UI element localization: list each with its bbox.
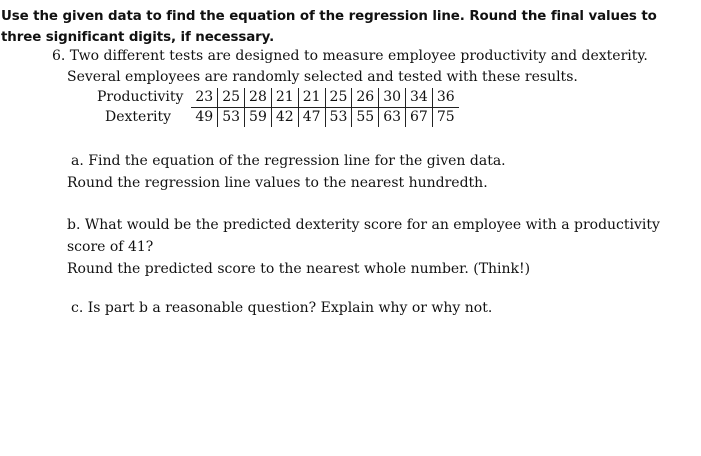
table-cell: 42: [271, 108, 298, 128]
table-cell: 23: [191, 88, 217, 108]
row-label: Dexterity: [105, 108, 172, 125]
table-cell: 53: [218, 108, 245, 128]
part-a-line-1: a. Find the equation of the regression line for the given data.: [71, 153, 506, 169]
instructions-text: Use the given data to find the equation of the regression line. Round the final values to three significant digits, if necessary.: [1, 9, 657, 45]
table-cell: 26: [352, 88, 379, 108]
table-cell: 25: [325, 88, 352, 108]
table-cell: 63: [379, 108, 406, 128]
part-b-line-3: Round the predicted score to the nearest whole number. (Think!): [67, 261, 531, 277]
question-part-c: [67, 297, 687, 319]
table-cell: 55: [352, 108, 379, 128]
part-b-line-1: b. What would be the predicted dexterity score for an employee with a productivity: [67, 217, 660, 233]
table-row-productivity: [97, 88, 459, 108]
part-c-line-1: c. Is part b a reasonable question? Explain why or why not.: [71, 300, 493, 316]
table-cell: 21: [298, 88, 325, 108]
table-cell: 59: [245, 108, 272, 128]
table-cell: 67: [406, 108, 433, 128]
problem-intro-line-1: 6. Two different tests are designed to measure employee productivity and dexterity.: [52, 48, 648, 64]
table-cell: 75: [432, 108, 458, 128]
table-cell: 30: [379, 88, 406, 108]
problem-intro-line-2: Several employees are randomly selected and tested with these results.: [67, 69, 578, 85]
data-table: [97, 88, 459, 127]
question-part-a: [67, 150, 687, 194]
question-part-b: [67, 214, 687, 280]
table-cell: 49: [195, 109, 214, 125]
problem-statement: [52, 46, 692, 88]
row-label: Productivity: [97, 89, 184, 106]
part-b-line-2: score of 41?: [67, 239, 154, 255]
table-cell: 21: [271, 88, 298, 108]
table-cell: 25: [218, 88, 245, 108]
table-cell: 53: [325, 108, 352, 128]
table-cell: 34: [406, 88, 433, 108]
table-cell: 36: [432, 88, 458, 108]
table-row-dexterity: [97, 108, 459, 128]
table-cell: 28: [245, 88, 272, 108]
part-a-line-2: Round the regression line values to the nearest hundredth.: [67, 175, 488, 191]
table-cell: 47: [298, 108, 325, 128]
